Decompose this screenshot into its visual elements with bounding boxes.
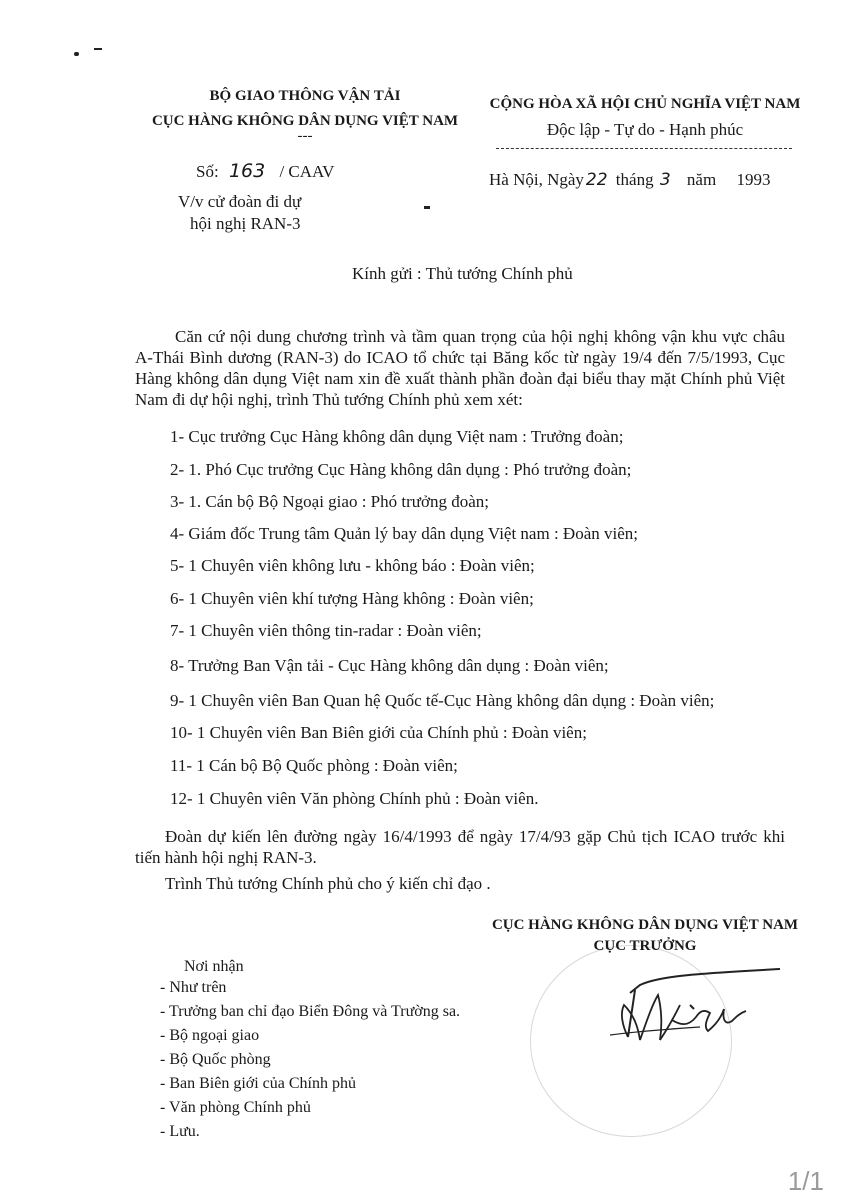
header-separator: --- (297, 128, 313, 144)
handwritten-signature (600, 965, 800, 1075)
year-label: năm (686, 170, 717, 189)
ministry-name: BỘ GIAO THÔNG VẬN TẢI (209, 88, 401, 104)
recipient-item: - Như trên (160, 979, 227, 996)
member-item: 2- 1. Phó Cục trưởng Cục Hàng không dân dụng : Phó trưởng đoàn; (170, 460, 632, 479)
closing-paragraph-1: Đoàn dự kiến lên đường ngày 16/4/1993 để ngày 17/4/93 gặp Chủ tịch ICAO trước khi tiến hành hội nghị RAN-3. (135, 827, 785, 867)
subject-line-2: hội nghị RAN-3 (190, 214, 301, 233)
month-label: tháng (615, 170, 654, 189)
scan-speck (74, 52, 79, 56)
member-item: 12- 1 Chuyên viên Văn phòng Chính phủ : Đoàn viên. (170, 789, 539, 808)
agency-name: CỤC HÀNG KHÔNG DÂN DỤNG VIỆT NAM (151, 113, 459, 129)
recipients-heading: Nơi nhận (184, 958, 244, 975)
signature-agency: CỤC HÀNG KHÔNG DÂN DỤNG VIỆT NAM (491, 917, 799, 933)
number-suffix: / CAAV (279, 162, 335, 181)
page-indicator: 1/1 (787, 1166, 824, 1196)
recipient-item: - Lưu. (160, 1123, 200, 1140)
motto-underline (496, 148, 792, 149)
country-name: CỘNG HÒA XÃ HỘI CHỦ NGHĨA VIỆT NAM (489, 96, 801, 112)
member-item: 8- Trưởng Ban Vận tải - Cục Hàng không dân dụng : Đoàn viên; (170, 656, 609, 675)
recipient-item: - Văn phòng Chính phủ (160, 1099, 311, 1116)
member-item: 4- Giám đốc Trung tâm Quản lý bay dân dụng Việt nam : Đoàn viên; (170, 524, 638, 543)
place-date (489, 170, 770, 190)
member-item: 5- 1 Chuyên viên không lưu - không báo : Đoàn viên; (170, 556, 535, 575)
member-item: 3- 1. Cán bộ Bộ Ngoại giao : Phó trưởng đoàn; (170, 492, 489, 511)
closing-paragraph-2: Trình Thủ tướng Chính phủ cho ý kiến chỉ đạo . (165, 874, 491, 893)
member-item: 6- 1 Chuyên viên khí tượng Hàng không : Đoàn viên; (170, 589, 534, 608)
member-item: 1- Cục trưởng Cục Hàng không dân dụng Việt nam : Trưởng đoàn; (170, 427, 624, 446)
recipient-item: - Ban Biên giới của Chính phủ (160, 1075, 356, 1092)
scan-speck (94, 48, 102, 50)
number-handwritten: 163 (228, 160, 266, 182)
year-value: 1993 (736, 170, 771, 189)
scan-speck (424, 206, 430, 209)
day-handwritten: 22 (585, 170, 608, 190)
addressee: Kính gửi : Thủ tướng Chính phủ (352, 264, 573, 283)
member-item: 7- 1 Chuyên viên thông tin-radar : Đoàn viên; (170, 621, 482, 640)
month-handwritten: 3 (659, 170, 671, 190)
recipients-list (160, 976, 460, 1144)
member-item: 10- 1 Chuyên viên Ban Biên giới của Chính phủ : Đoàn viên; (170, 723, 587, 742)
intro-paragraph: Căn cứ nội dung chương trình và tầm quan trọng của hội nghị không vận khu vực châu A-Thái Bình dương (RAN-3) do ICAO tổ chức tại Băng kốc từ ngày 19/4 đến 7/5/1993, Cục Hàng không dân dụng Việt nam xin đề xuất thành phần đoàn đại biểu thay mặt Chính phủ Việt Nam đi dự hội nghị, trình Thủ tướng Chính phủ xem xét: (135, 327, 785, 409)
member-item: 11- 1 Cán bộ Bộ Quốc phòng : Đoàn viên; (170, 756, 458, 775)
national-motto: Độc lập - Tự do - Hạnh phúc (546, 120, 744, 139)
signature-title: CỤC TRƯỞNG (593, 938, 697, 954)
subject-line-1: V/v cử đoàn đi dự (178, 192, 302, 211)
recipient-item: - Bộ Quốc phòng (160, 1051, 271, 1068)
recipient-item: - Bộ ngoại giao (160, 1027, 260, 1044)
document-number (196, 160, 334, 182)
member-item: 9- 1 Chuyên viên Ban Quan hệ Quốc tế-Cục Hàng không dân dụng : Đoàn viên; (170, 691, 715, 710)
place-date-prefix: Hà Nội, Ngày (489, 170, 584, 189)
recipient-item: - Trưởng ban chỉ đạo Biển Đông và Trường sa. (160, 1003, 461, 1020)
number-label: Số: (196, 162, 219, 181)
